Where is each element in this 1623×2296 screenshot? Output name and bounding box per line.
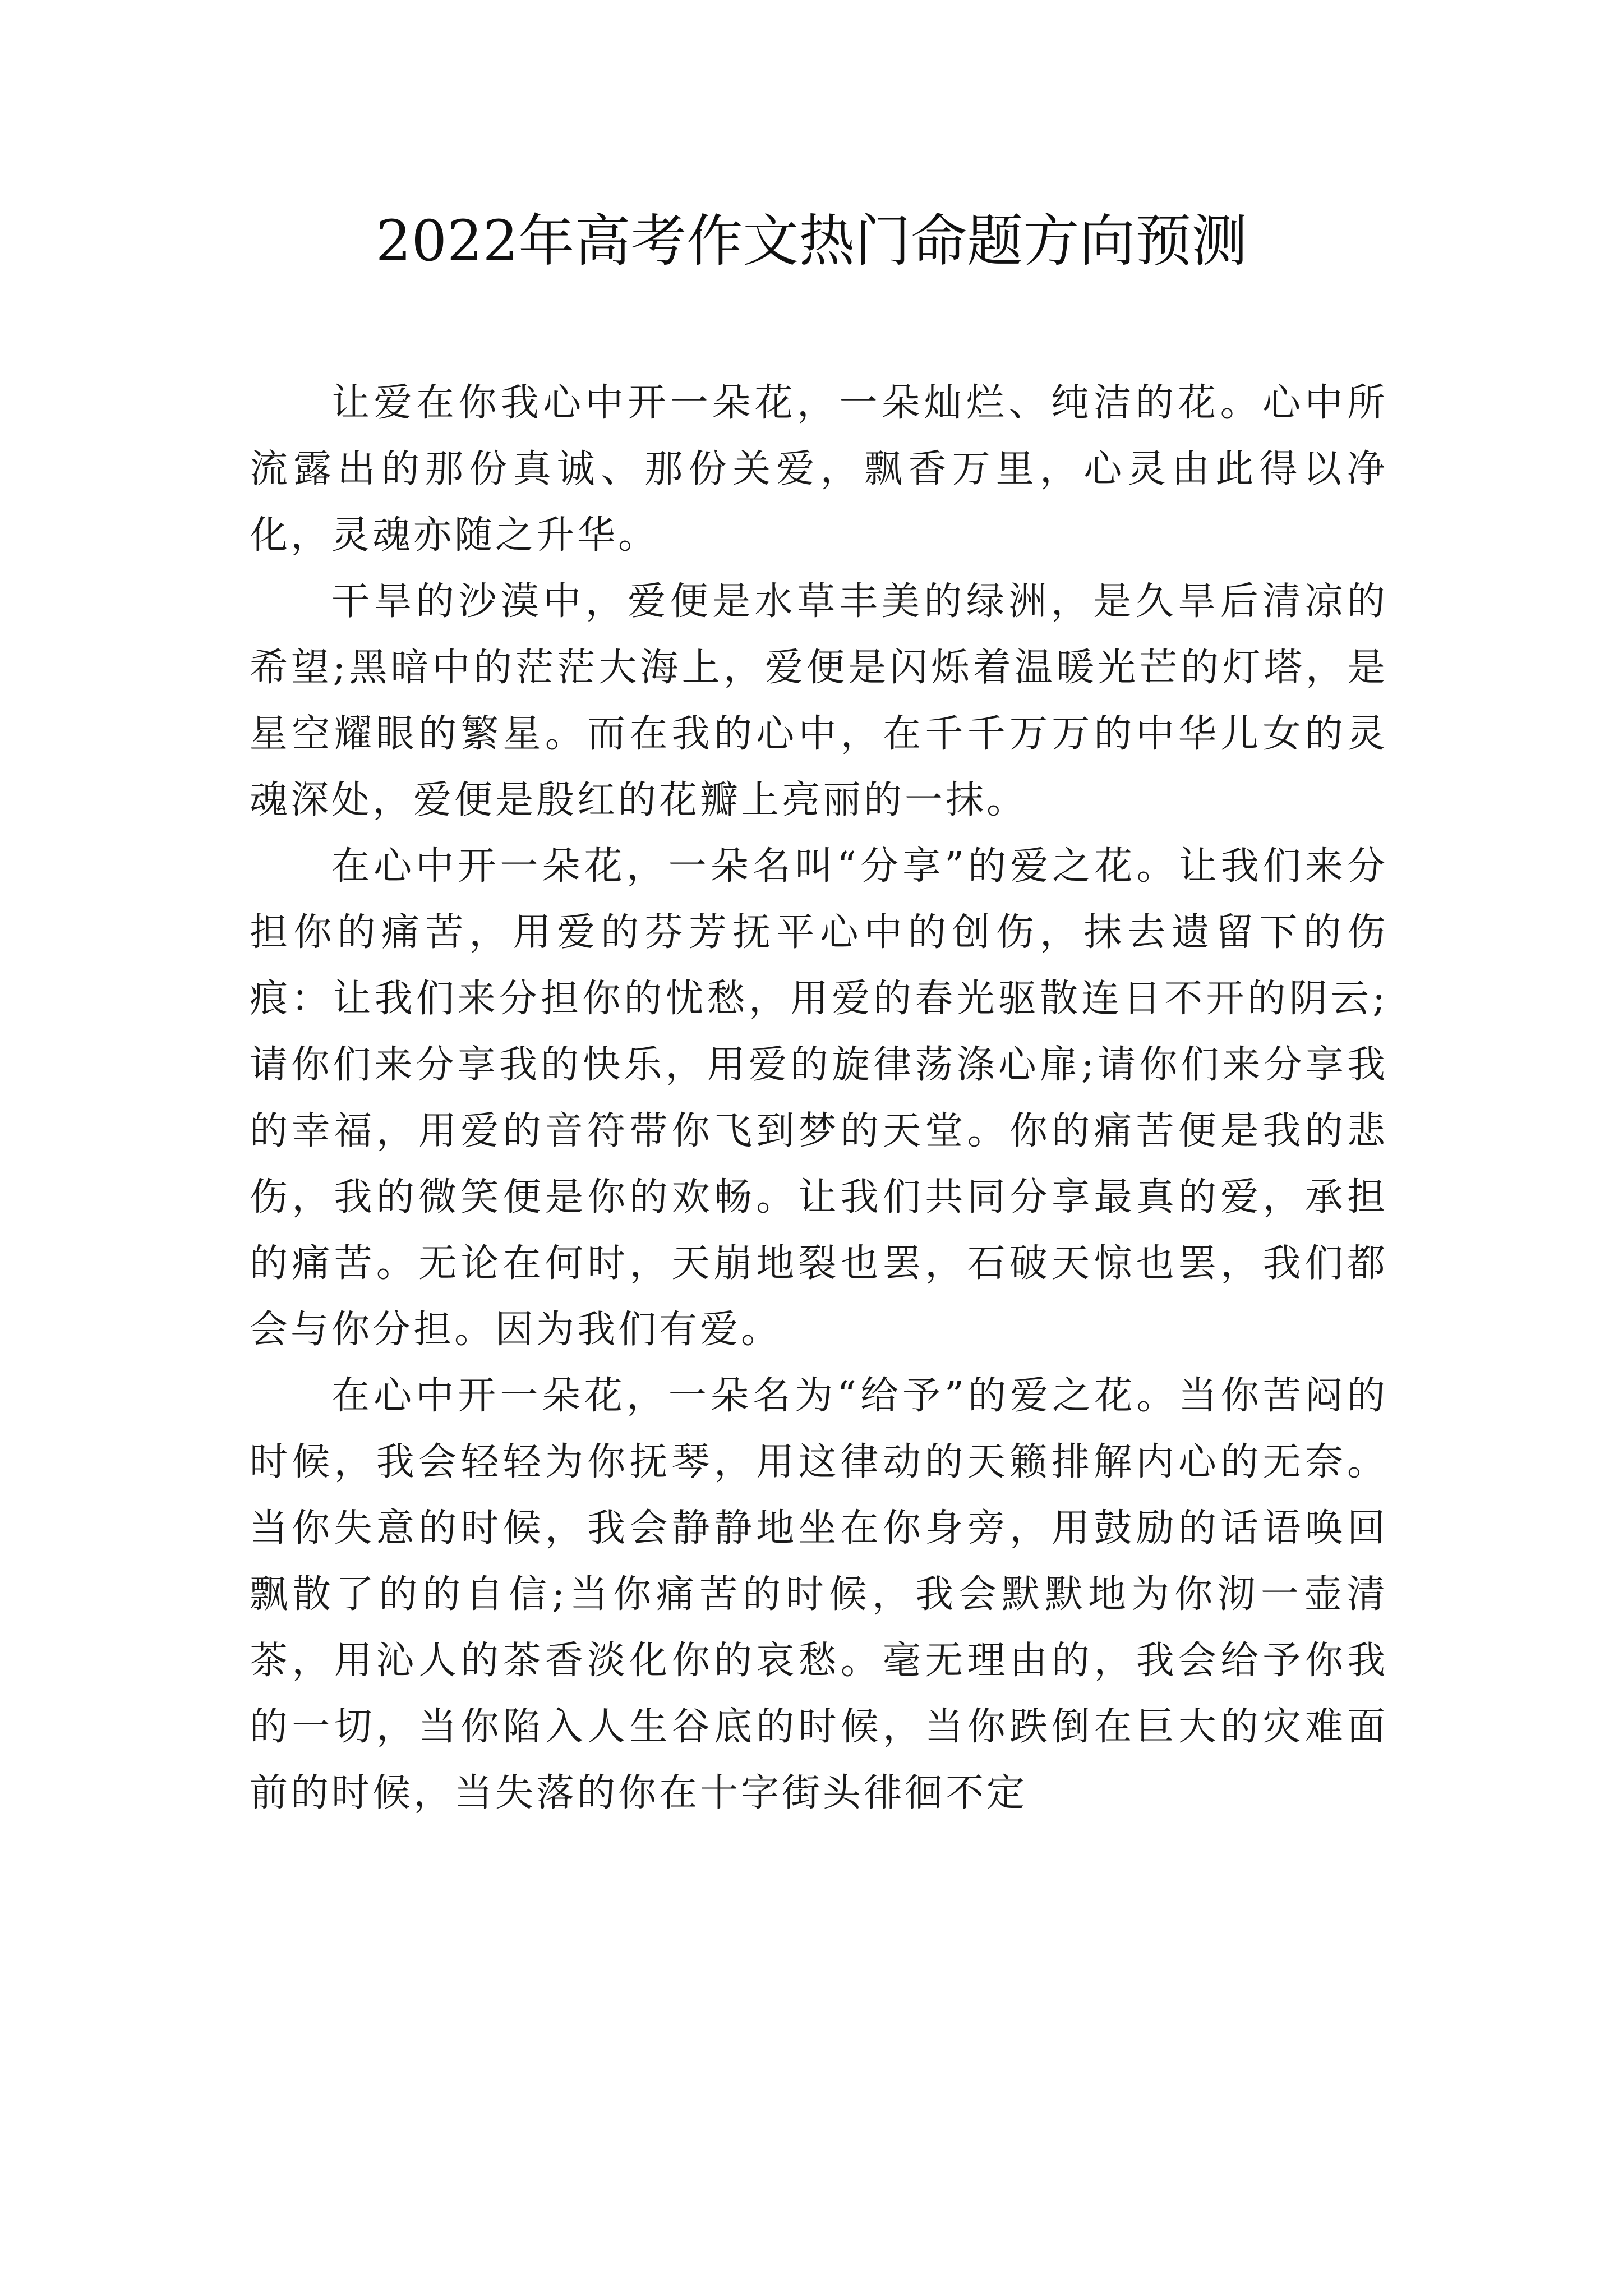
document-body <box>250 370 1388 1826</box>
document-title: 2022年高考作文热门命题方向预测 <box>375 208 1248 274</box>
paragraph: 让爱在你我心中开一朵花，一朵灿烂、纯洁的花。心中所流露出的那份真诚、那份关爱，飘香万里，心灵由此得以净化，灵魂亦随之升华。 <box>250 381 1388 558</box>
paragraph: 在心中开一朵花，一朵名叫“分享”的爱之花。让我们来分担你的痛苦，用爱的芬芳抚平心中的创伤，抹去遗留下的伤痕：让我们来分担你的忧愁，用爱的春光驱散连日不开的阴云;请你们来分享我的快乐，用爱的旋律荡涤心扉;请你们来分享我的幸福，用爱的音符带你飞到梦的天堂。你的痛苦便是我的悲伤，我的微笑便是你的欢畅。让我们共同分享最真的爱，承担的痛苦。无论在何时，天崩地裂也罢，石破天惊也罢，我们都会与你分担。因为我们有爱。 <box>250 844 1388 1352</box>
paragraph: 干旱的沙漠中，爱便是水草丰美的绿洲，是久旱后清凉的希望;黑暗中的茫茫大海上，爱便是闪烁着温暖光芒的灯塔，是星空耀眼的繁星。而在我的心中，在千千万万的中华儿女的灵魂深处，爱便是殷红的花瓣上亮丽的一抹。 <box>250 579 1388 822</box>
paragraph: 在心中开一朵花，一朵名为“给予”的爱之花。当你苦闷的时候，我会轻轻为你抚琴，用这律动的天籁排解内心的无奈。当你失意的时候，我会静静地坐在你身旁，用鼓励的话语唤回飘散了的的自信;当你痛苦的时候，我会默默地为你沏一壶清茶，用沁人的茶香淡化你的哀愁。毫无理由的，我会给予你我的一切，当你陷入人生谷底的时候，当你跌倒在巨大的灾难面前的时候，当失落的你在十字街头徘徊不定 <box>250 1374 1388 1815</box>
